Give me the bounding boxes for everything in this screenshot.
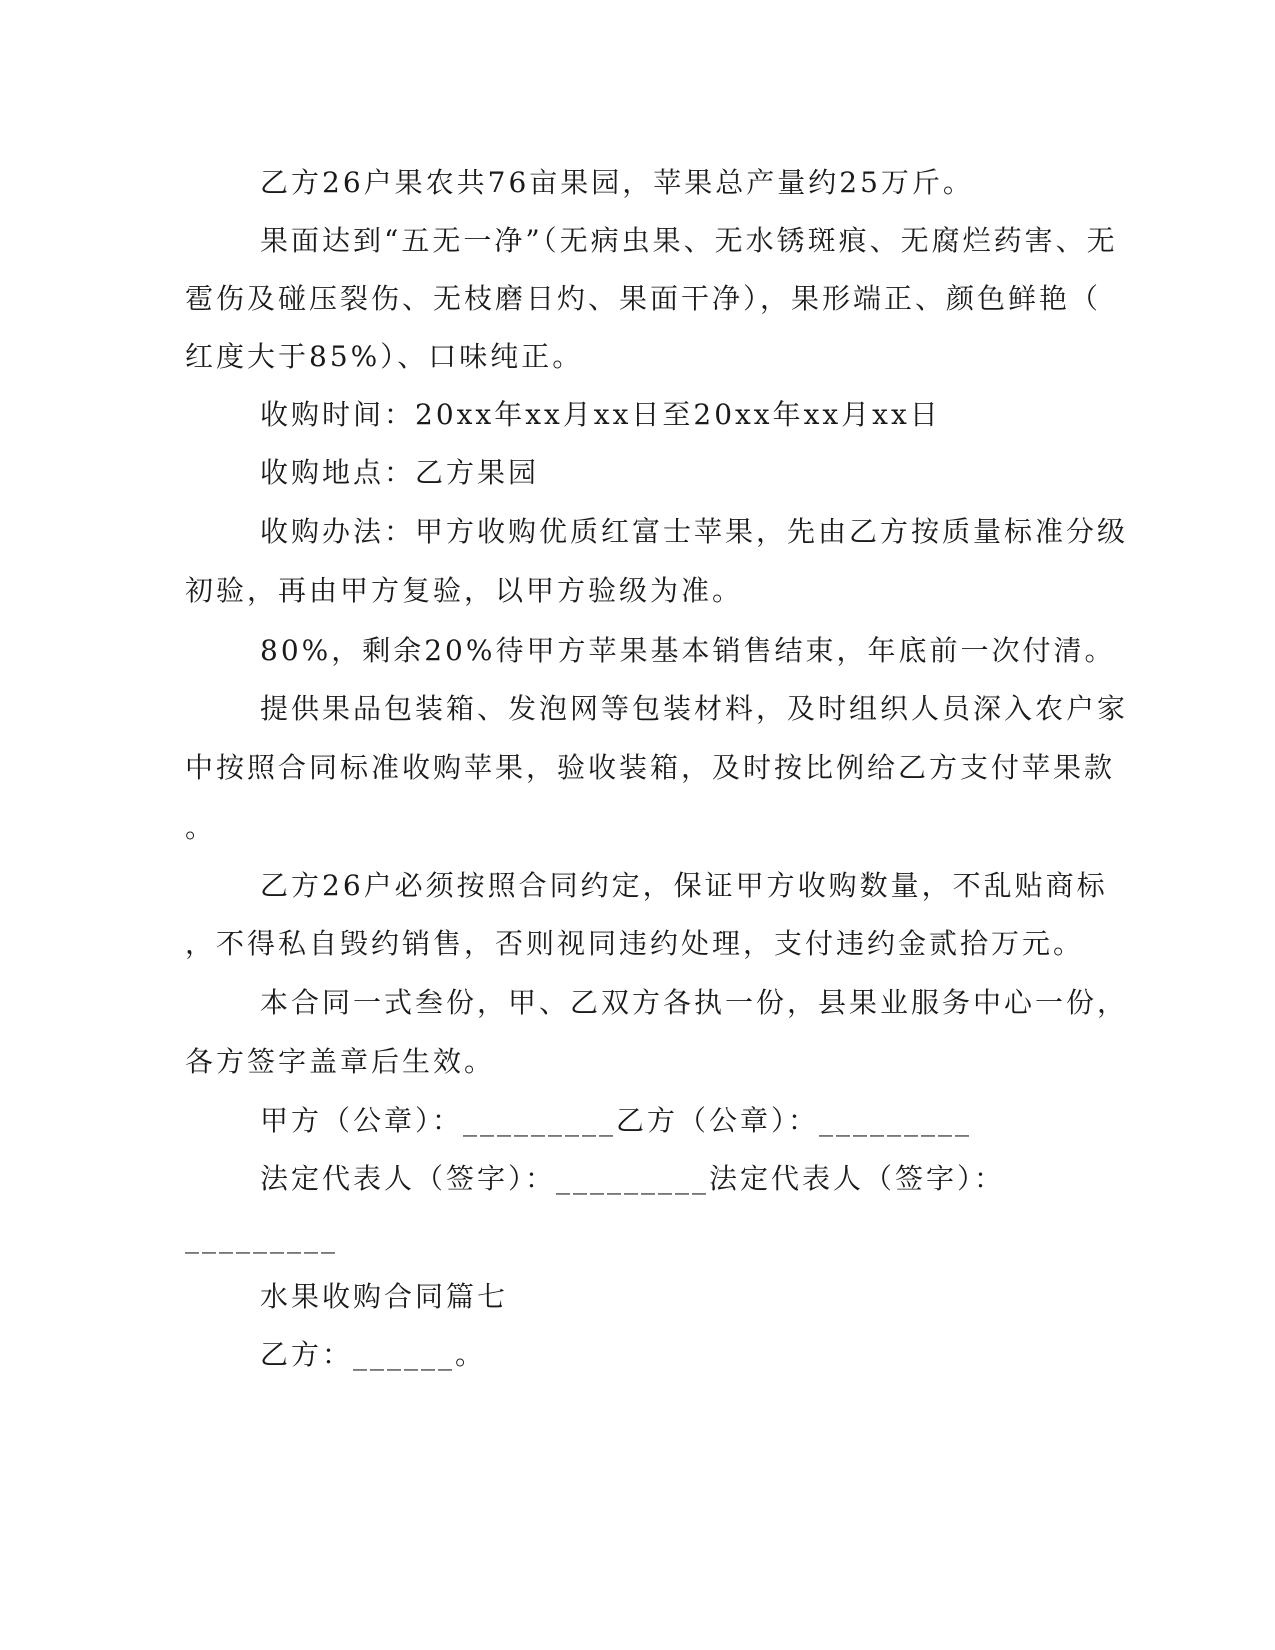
paragraph-purchase-location: 收购地点：乙方果园	[260, 456, 540, 489]
signature-seals-line: 甲方（公章）：_________乙方（公章）：_________	[260, 1104, 973, 1137]
paragraph-purchase-method-2: 初验，再由甲方复验，以甲方验级为准。	[185, 574, 744, 607]
paragraph-quality-line-2: 雹伤及碰压裂伤、无枝磨日灼、果面干净），果形端正、颜色鲜艳（	[185, 282, 1102, 315]
paragraph-party-a-duty-1: 提供果品包装箱、发泡网等包装材料，及时组织人员深入农户家	[260, 692, 1129, 725]
paragraph-purchase-time: 收购时间：20xx年xx月xx日至20xx年xx月xx日	[260, 398, 941, 431]
paragraph-orchard-info: 乙方26户果农共76亩果园，苹果总产量约25万斤。	[260, 166, 974, 199]
paragraph-copies-1: 本合同一式叁份，甲、乙双方各执一份，县果业服务中心一份，	[260, 986, 1129, 1019]
paragraph-party-a-duty-2: 中按照合同标准收购苹果，验收装箱，及时按比例给乙方支付苹果款	[185, 751, 1116, 784]
paragraph-quality-line-1: 果面达到“五无一净”（无病虫果、无水锈斑痕、无腐烂药害、无	[260, 224, 1118, 257]
party-b-line: 乙方：______。	[260, 1338, 487, 1371]
paragraph-copies-2: 各方签字盖章后生效。	[185, 1045, 496, 1078]
section-heading: 水果收购合同篇七	[260, 1280, 509, 1313]
paragraph-payment: 80%，剩余20%待甲方苹果基本销售结束，年底前一次付清。	[260, 634, 1116, 667]
signature-blank-line: _________	[185, 1221, 338, 1254]
paragraph-party-b-duty-2: ，不得私自毁约销售，否则视同违约处理，支付违约金贰拾万元。	[185, 927, 1085, 960]
paragraph-purchase-method-1: 收购办法：甲方收购优质红富士苹果，先由乙方按质量标准分级	[260, 515, 1129, 548]
paragraph-party-a-duty-3: 。	[185, 811, 217, 844]
paragraph-party-b-duty-1: 乙方26户必须按照合同约定，保证甲方收购数量，不乱贴商标	[260, 869, 1108, 902]
paragraph-quality-line-3: 红度大于85%）、口味纯正。	[185, 340, 584, 373]
signature-representatives-line: 法定代表人（签字）：_________法定代表人（签字）：	[260, 1162, 1006, 1195]
